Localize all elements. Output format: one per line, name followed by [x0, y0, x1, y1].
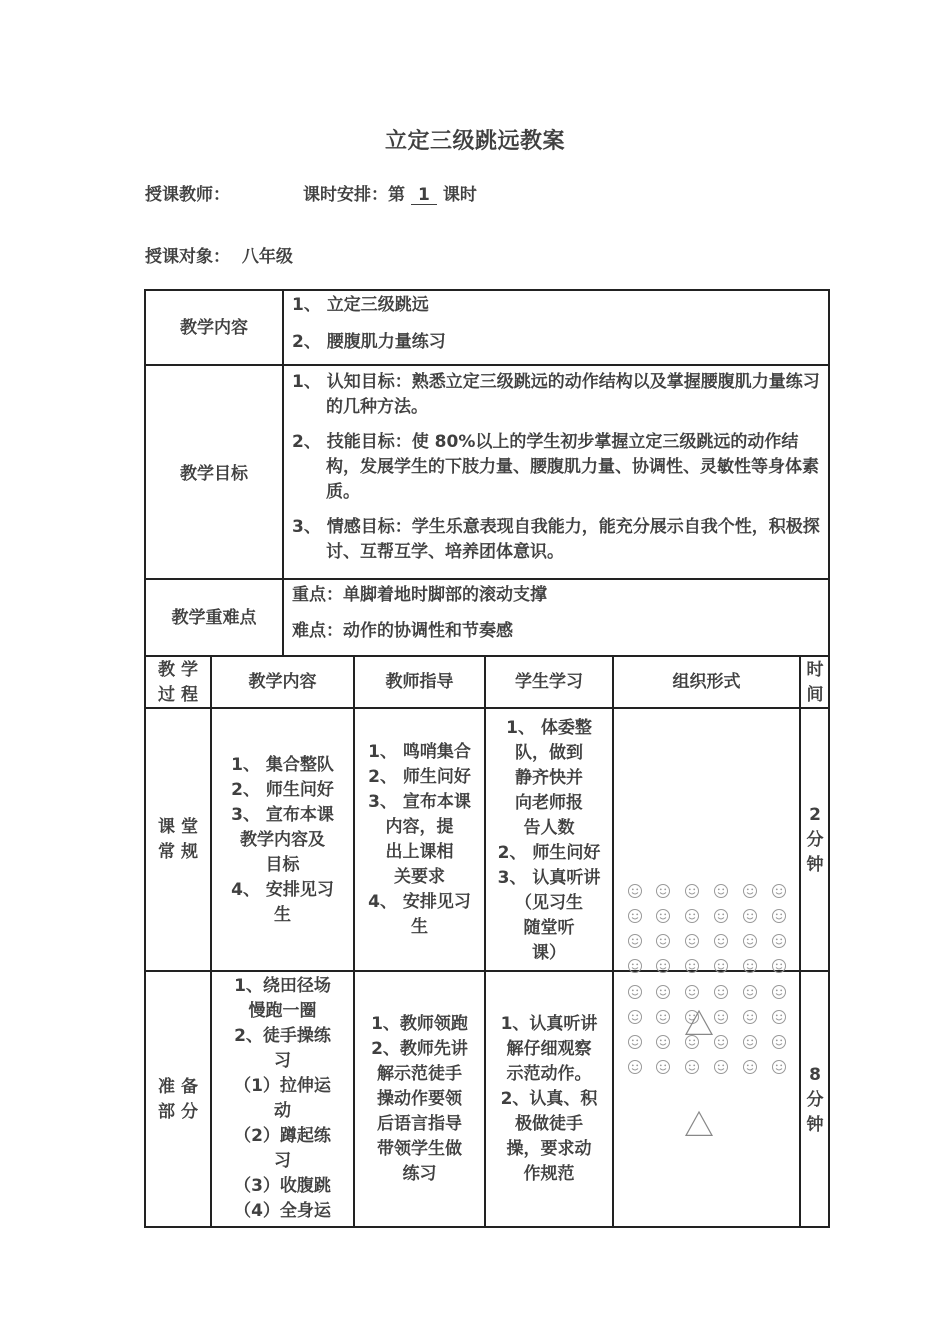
goal-item: 2、 技能目标：使 80%以上的学生初步掌握立定三级跳远的动作结构，发展学生的下肢力量、腰腹肌力量、协调性、灵敏性等身体素质。	[292, 432, 819, 502]
row2-student: 1、认真听讲 解仔细观察 示范动作。 2、认真、积 极做徒手 操，要求动 作规范	[500, 1014, 598, 1184]
target-value: 八年级	[241, 247, 293, 267]
header-stage: 教 学 过 程	[158, 660, 198, 705]
keypoints-label: 教学重难点	[171, 608, 257, 628]
content-list	[292, 293, 822, 355]
schedule-line	[303, 180, 477, 205]
row1-teacher: 1、 鸣哨集合 2、 师生问好 3、 宣布本课 内容，提 出上课相 关要求 4、 安排见习 生	[368, 742, 471, 937]
content-label: 教学内容	[180, 318, 248, 338]
header-organization: 组织形式	[672, 672, 741, 692]
row2-content: 1、绕田径场 慢跑一圈 2、徒手操练 习 （1）拉伸运 动 （2）蹲起练 习 （3）收腹跳 （4）全身运	[234, 976, 331, 1221]
header-content: 教学内容	[248, 672, 317, 692]
row2-stage: 准 备 部 分	[158, 1077, 198, 1122]
target-line	[145, 242, 293, 267]
row1-time: 2 分 钟	[806, 805, 824, 875]
content-item: 2、 腰腹肌力量练习	[292, 332, 446, 352]
row1-student: 1、 体委整 队，做到 静齐快并 向老师报 告人数 2、 师生问好 3、 认真听讲 （见习生 随堂听 课）	[497, 718, 601, 963]
page-title: 立定三级跳远教案	[384, 129, 565, 154]
row1-content: 1、 集合整队 2、 师生问好 3、 宣布本课 教学内容及 目标 4、 安排见习 生	[231, 755, 334, 925]
row2-teacher: 1、教师领跑 2、教师先讲 解示范徒手 操动作要领 后语言指导 带领学生做 练习	[371, 1014, 468, 1184]
goal-item: 1、 认知目标：熟悉立定三级跳远的动作结构以及掌握腰腹肌力量练习的几种方法。	[292, 372, 820, 417]
content-item: 1、 立定三级跳远	[292, 295, 429, 315]
schedule-number: 1	[411, 186, 437, 205]
header-time: 时 间	[806, 660, 824, 705]
schedule-suffix: 课时	[442, 185, 477, 205]
row2-time: 8 分 钟	[806, 1065, 824, 1135]
difficulty-point: 难点：动作的协调性和节奏感	[292, 621, 513, 641]
teacher-label: 授课教师：	[145, 185, 230, 205]
schedule-prefix: 课时安排：第	[303, 185, 405, 205]
key-point: 重点：单脚着地时脚部的滚动支撑	[292, 585, 547, 605]
row1-stage: 课 堂 常 规	[158, 817, 198, 862]
goal-item: 3、 情感目标：学生乐意表现自我能力，能充分展示自我个性，积极探讨、互帮互学、培养团体意识。	[292, 517, 820, 562]
keypoints-list	[292, 583, 822, 644]
header-student: 学生学习	[515, 672, 583, 692]
goals-list	[292, 370, 824, 565]
target-label: 授课对象：	[145, 247, 230, 267]
goals-label: 教学目标	[180, 464, 248, 484]
header-teacher: 教师指导	[385, 672, 454, 692]
